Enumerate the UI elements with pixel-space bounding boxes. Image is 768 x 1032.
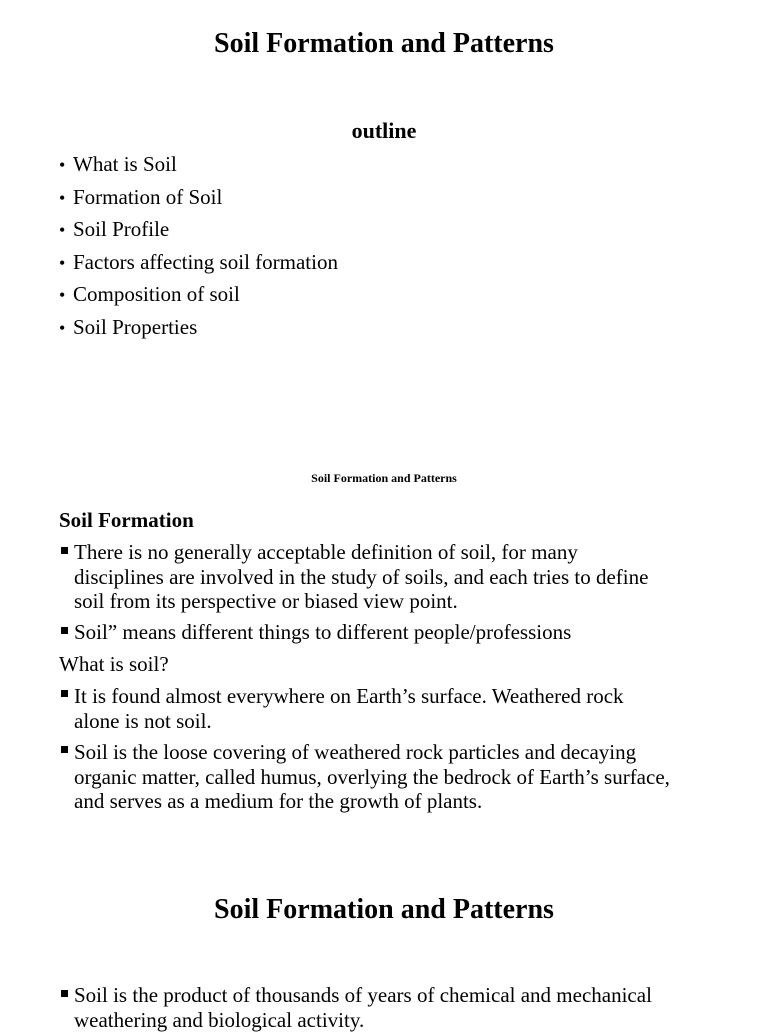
square-bullet-icon: [61, 746, 68, 753]
bullet-dot-icon: •: [59, 187, 66, 208]
slide2-title: Soil Formation and Patterns: [311, 471, 457, 485]
slide3-title: Soil Formation and Patterns: [214, 894, 554, 925]
outline-item: • What is Soil: [59, 151, 338, 184]
bullet-dot-icon: •: [59, 220, 66, 240]
bullet-dot-icon: •: [59, 252, 66, 273]
found-everywhere-paragraph: It is found almost everywhere on Earth’s surface. Weathered rock alone is not soil.: [74, 684, 624, 733]
outline-item: • Soil Properties: [59, 314, 338, 347]
outline-item: • Factors affecting soil formation: [59, 249, 338, 282]
soil-formation-heading: Soil Formation: [59, 508, 194, 532]
square-bullet-icon: [61, 547, 68, 554]
square-bullet-icon: [61, 990, 68, 997]
bullet-dot-icon: •: [59, 317, 66, 338]
outline-heading: outline: [351, 118, 417, 143]
outline-item: • Composition of soil: [59, 281, 338, 314]
loose-covering-paragraph: Soil is the loose covering of weathered rock particles and decaying organic matter, called humus, overlying the bedrock of Earth’s surface, and serves as a medium for the growth of plants.: [74, 740, 670, 814]
outline-item: • Soil Profile: [59, 216, 338, 249]
what-is-soil-question: What is soil?: [59, 652, 169, 676]
slide1-title: Soil Formation and Patterns: [214, 28, 554, 59]
square-bullet-icon: [61, 690, 68, 697]
outline-item: • Formation of Soil: [59, 184, 338, 217]
definition-paragraph: There is no generally acceptable definition of soil, for many disciplines are involved in the study of soils, and each tries to define soil from its perspective or biased view point.: [74, 540, 649, 614]
bullet-dot-icon: •: [59, 285, 66, 305]
product-paragraph: Soil is the product of thousands of years of chemical and mechanical weathering and biological activity.: [74, 983, 652, 1032]
bullet-dot-icon: •: [59, 155, 66, 175]
square-bullet-icon: [61, 627, 68, 634]
meaning-paragraph: Soil” means different things to different people/professions: [74, 620, 572, 644]
outline-list: [59, 151, 338, 346]
